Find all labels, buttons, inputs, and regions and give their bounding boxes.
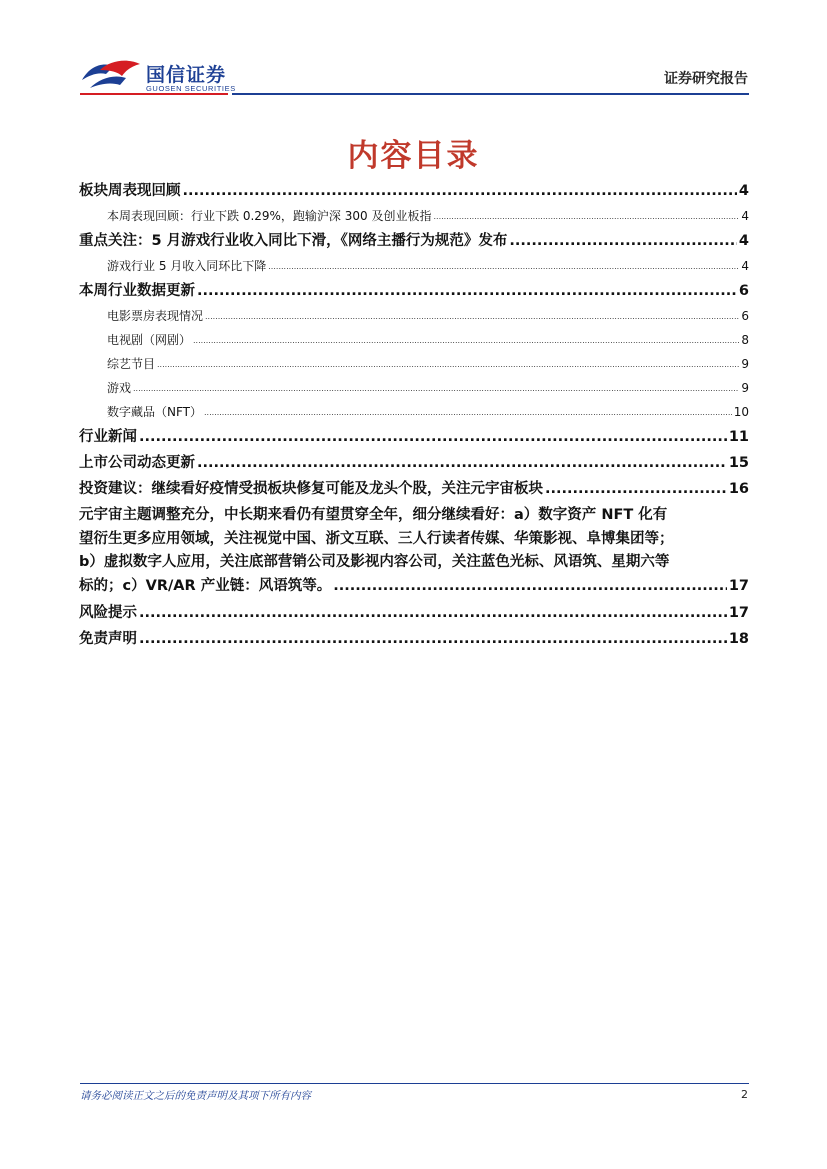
toc-leader <box>157 354 739 376</box>
toc-entry-label: 本周表现回顾：行业下跌 0.29%，跑输沪深 300 及创业板指 <box>107 209 432 223</box>
toc-leader <box>204 402 732 424</box>
toc-entry-label: 投资建议：继续看好疫情受损板块修复可能及龙头个股，关注元宇宙板块 <box>79 481 543 497</box>
page-title: 内容目录 <box>347 138 480 174</box>
toc-subentry[interactable] <box>79 328 749 352</box>
toc-subentry[interactable] <box>79 352 749 376</box>
toc-entry[interactable] <box>79 424 749 450</box>
toc-entry-page: 17 <box>728 577 749 594</box>
toc-entry-page: 17 <box>728 605 749 621</box>
toc-entry-page: 8 <box>741 333 749 347</box>
toc-entry-label: 行业新闻 <box>79 429 137 445</box>
toc-entry-page: 18 <box>728 631 749 647</box>
toc-entry-label: 免责声明 <box>79 631 137 647</box>
toc-entry-page: 4 <box>741 259 749 273</box>
toc-entry-page: 4 <box>738 233 749 249</box>
toc-leader <box>205 306 739 328</box>
document-type-label: 证券研究报告 <box>664 71 748 87</box>
toc-entry-label: 本周行业数据更新 <box>79 283 195 299</box>
toc-subentry[interactable] <box>79 376 749 400</box>
page-number: 2 <box>741 1088 748 1101</box>
toc-entry-page: 16 <box>728 481 749 497</box>
toc-entry[interactable] <box>79 228 749 254</box>
toc-entry[interactable] <box>79 278 749 304</box>
footer-divider <box>80 1083 749 1084</box>
toc-entry-label-line: b）虚拟数字人应用，关注底部营销公司及影视内容公司，关注蓝色光标、风语筑、星期六等 <box>79 554 670 570</box>
toc-leader <box>193 330 739 352</box>
toc-entry-page: 9 <box>741 357 749 371</box>
toc-entry-label-line: 望衍生更多应用领域，关注视觉中国、浙文互联、三人行读者传媒、华策影视、阜博集团等； <box>79 530 674 547</box>
toc-leader <box>183 178 737 204</box>
toc-entry[interactable] <box>79 476 749 502</box>
toc-entry-multiline[interactable] <box>79 504 749 598</box>
toc-entry[interactable] <box>79 178 749 204</box>
toc-leader <box>197 450 727 476</box>
toc-entry-label: 板块周表现回顾 <box>79 183 181 199</box>
toc-entry-page: 4 <box>738 183 749 199</box>
toc-leader <box>133 378 739 400</box>
toc-subentry[interactable] <box>79 254 749 278</box>
toc-leader <box>545 476 727 502</box>
toc-entry-label: 电影票房表现情况 <box>107 309 204 323</box>
toc-subentry[interactable] <box>79 204 749 228</box>
toc-entry-label: 上市公司动态更新 <box>79 455 195 471</box>
header-divider-accent <box>80 93 228 95</box>
toc-entry-label: 游戏行业 5 月收入同环比下降 <box>107 259 267 273</box>
toc-entry-label: 电视剧（网剧） <box>107 333 192 347</box>
toc-entry-label: 游戏 <box>107 381 132 395</box>
toc-leader <box>509 228 737 254</box>
toc-entry-label: 综艺节目 <box>107 357 156 371</box>
toc-subentry[interactable] <box>79 304 749 328</box>
guosen-logo-icon <box>80 58 142 92</box>
toc-entry-page: 15 <box>728 455 749 471</box>
toc-leader <box>139 600 727 626</box>
toc-entry-label-line: 标的；c）VR/AR 产业链：风语筑等。 <box>79 577 332 594</box>
toc-leader <box>139 626 727 652</box>
disclaimer-note: 请务必阅读正文之后的免责声明及其项下所有内容 <box>80 1090 311 1102</box>
toc-entry-page: 4 <box>741 209 749 223</box>
toc-entry-page: 9 <box>741 381 749 395</box>
toc-entry-label: 重点关注：5 月游戏行业收入同比下滑，《网络主播行为规范》发布 <box>79 233 508 249</box>
brand-name-cn: 国信证券 <box>146 64 227 86</box>
toc-entry[interactable] <box>79 626 749 652</box>
toc-leader <box>333 575 727 599</box>
toc-entry-label: 数字藏品（NFT） <box>107 405 202 419</box>
table-of-contents <box>79 178 749 652</box>
toc-leader <box>139 424 727 450</box>
toc-entry[interactable] <box>79 450 749 476</box>
toc-leader <box>268 256 739 278</box>
toc-entry-page: 11 <box>728 429 749 445</box>
header-divider <box>232 93 749 95</box>
toc-entry-page: 10 <box>733 405 749 419</box>
brand-name-en: GUOSEN SECURITIES <box>146 84 236 93</box>
toc-leader <box>433 206 739 228</box>
toc-entry-page: 6 <box>741 309 749 323</box>
toc-entry-label-line: 元宇宙主题调整充分，中长期来看仍有望贯穿全年，细分继续看好：a）数字资产 NFT 化有 <box>79 507 668 523</box>
toc-subentry[interactable] <box>79 400 749 424</box>
toc-leader <box>197 278 737 304</box>
toc-entry-page: 6 <box>738 283 749 299</box>
toc-entry[interactable] <box>79 600 749 626</box>
toc-entry-label: 风险提示 <box>79 605 137 621</box>
